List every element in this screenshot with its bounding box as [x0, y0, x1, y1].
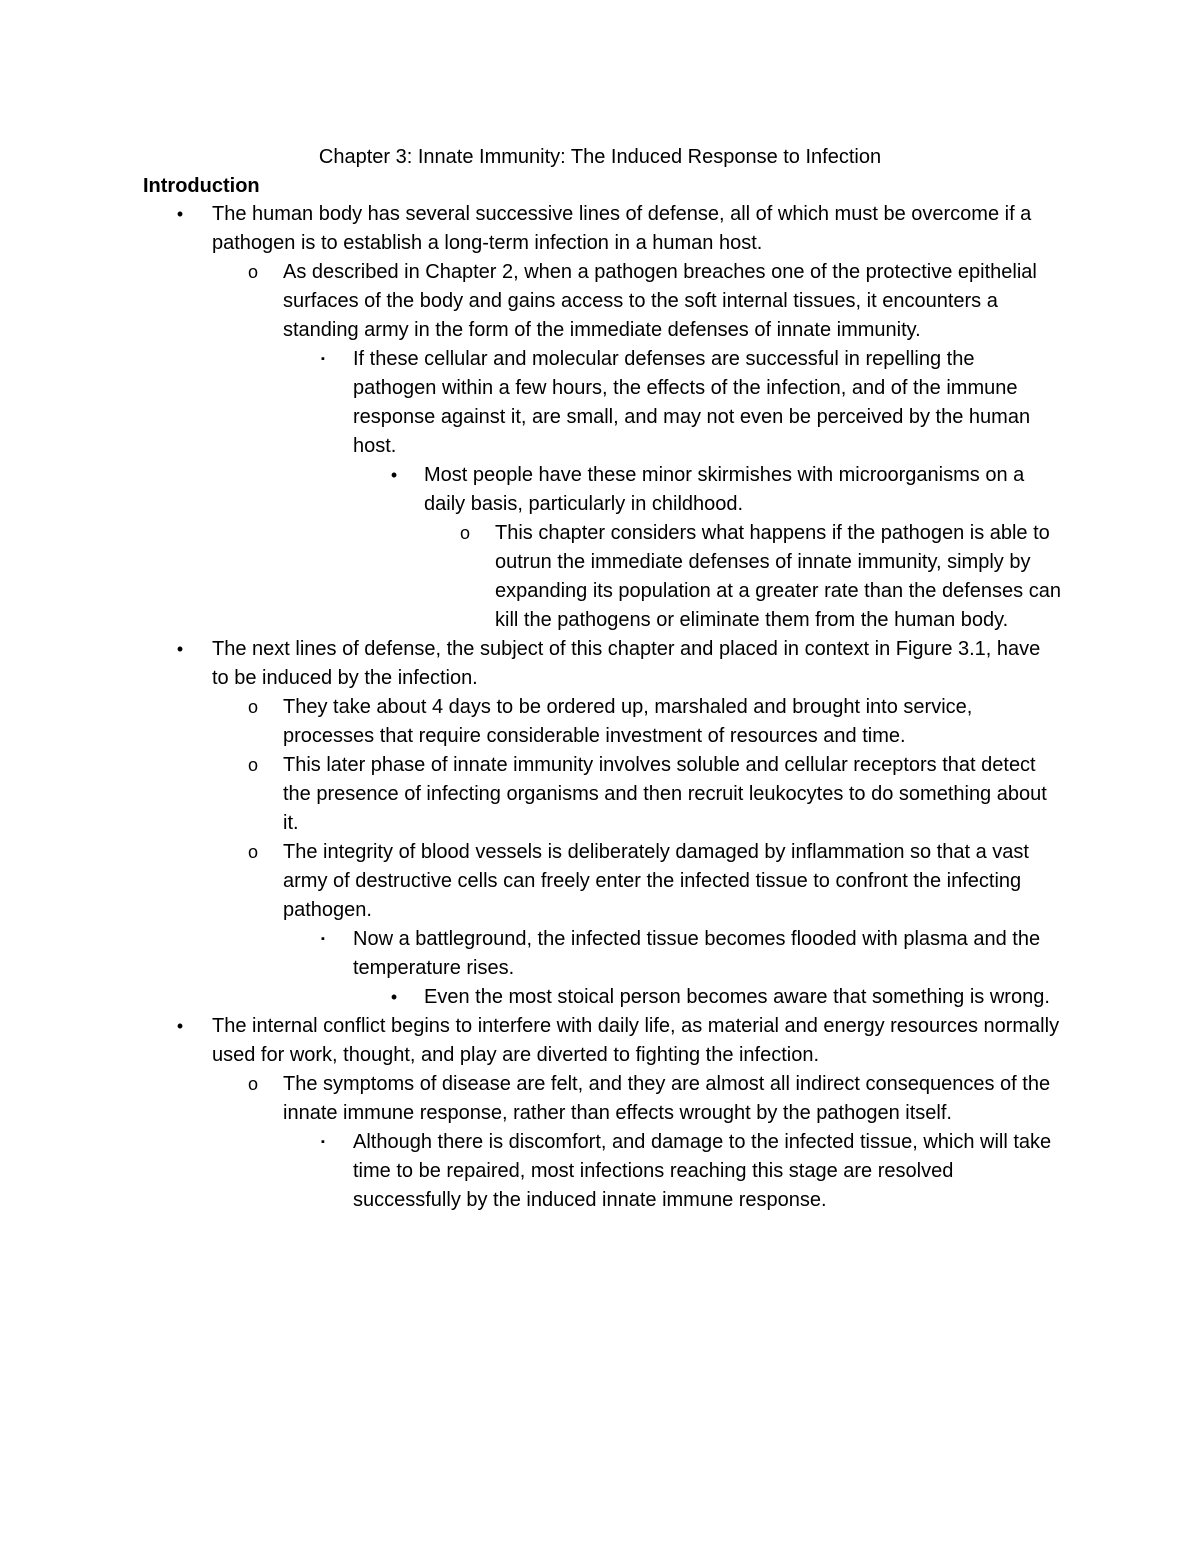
list-item-text: This later phase of innate immunity involves soluble and cellular receptors that detect the presence of infecting organisms and then recruit leukocytes to do something about it. [283, 754, 1047, 834]
bullet-marker: ▪ [321, 353, 325, 365]
list-item-text: They take about 4 days to be ordered up, marshaled and brought into service, processes that require considerable investment of resources and time. [283, 696, 973, 747]
bullet-marker: • [176, 639, 184, 659]
bullet-list [0, 200, 1200, 1215]
list-item-text: This chapter considers what happens if the pathogen is able to outrun the immediate defenses of innate immunity, simply by expanding its population at a greater rate than the defenses can kill the pathogens or eliminate them from the human body. [495, 522, 1061, 631]
bullet-marker: o [247, 262, 258, 282]
list-item-text: Although there is discomfort, and damage to the infected tissue, which will take time to be repaired, most infections reaching this stage are resolved successfully by the induced innate immune response. [353, 1131, 1052, 1211]
list-item-text: As described in Chapter 2, when a pathogen breaches one of the protective epithelial surfaces of the body and gains access to the soft internal tissues, it encounters a standing army in the form of the immediate defenses of innate immunity. [283, 261, 1037, 341]
list-item [0, 461, 1200, 519]
bullet-marker: o [247, 697, 258, 717]
list-item-text: Most people have these minor skirmishes with microorganisms on a daily basis, particularly in childhood. [424, 464, 1025, 515]
list-item [0, 838, 1200, 925]
bullet-marker: o [247, 1074, 258, 1094]
bullet-marker: o [247, 755, 258, 775]
list-item-text: Now a battleground, the infected tissue becomes flooded with plasma and the temperature rises. [353, 928, 1041, 979]
list-item [0, 200, 1200, 258]
bullet-marker: • [390, 987, 398, 1007]
list-item [0, 1070, 1200, 1128]
page-title: Chapter 3: Innate Immunity: The Induced Response to Infection [318, 146, 882, 168]
list-item-text: The internal conflict begins to interfere with daily life, as material and energy resources normally used for work, thought, and play are diverted to fighting the infection. [212, 1015, 1060, 1066]
list-item [0, 925, 1200, 983]
list-item [0, 345, 1200, 461]
list-item [0, 1128, 1200, 1215]
list-item-text: The symptoms of disease are felt, and they are almost all indirect consequences of the innate immune response, rather than effects wrought by the pathogen itself. [283, 1073, 1051, 1124]
list-item [0, 258, 1200, 345]
bullet-marker: o [459, 523, 470, 543]
bullet-marker: • [176, 204, 184, 224]
list-item-text: The integrity of blood vessels is deliberately damaged by inflammation so that a vast army of destructive cells can freely enter the infected tissue to confront the infecting pathogen. [283, 841, 1029, 921]
list-item-text: If these cellular and molecular defenses are successful in repelling the pathogen within a few hours, the effects of the infection, and of the immune response against it, are small, and may not even be perceived by the human host. [353, 348, 1031, 457]
bullet-marker: ▪ [321, 933, 325, 945]
bullet-marker: ▪ [321, 1136, 325, 1148]
list-item-text: The human body has several successive lines of defense, all of which must be overcome if a pathogen is to establish a long-term infection in a human host. [212, 203, 1032, 254]
list-item-text: Even the most stoical person becomes aware that something is wrong. [424, 986, 1050, 1008]
bullet-marker: o [247, 842, 258, 862]
bullet-marker: • [390, 465, 398, 485]
section-heading: Introduction [143, 175, 260, 197]
bullet-marker: • [176, 1016, 184, 1036]
list-item [0, 1012, 1200, 1070]
list-item [0, 519, 1200, 635]
list-item [0, 983, 1200, 1012]
list-item [0, 693, 1200, 751]
list-item [0, 751, 1200, 838]
list-item [0, 635, 1200, 693]
list-item-text: The next lines of defense, the subject of this chapter and placed in context in Figure 3.1, have to be induced by the infection. [212, 638, 1041, 689]
